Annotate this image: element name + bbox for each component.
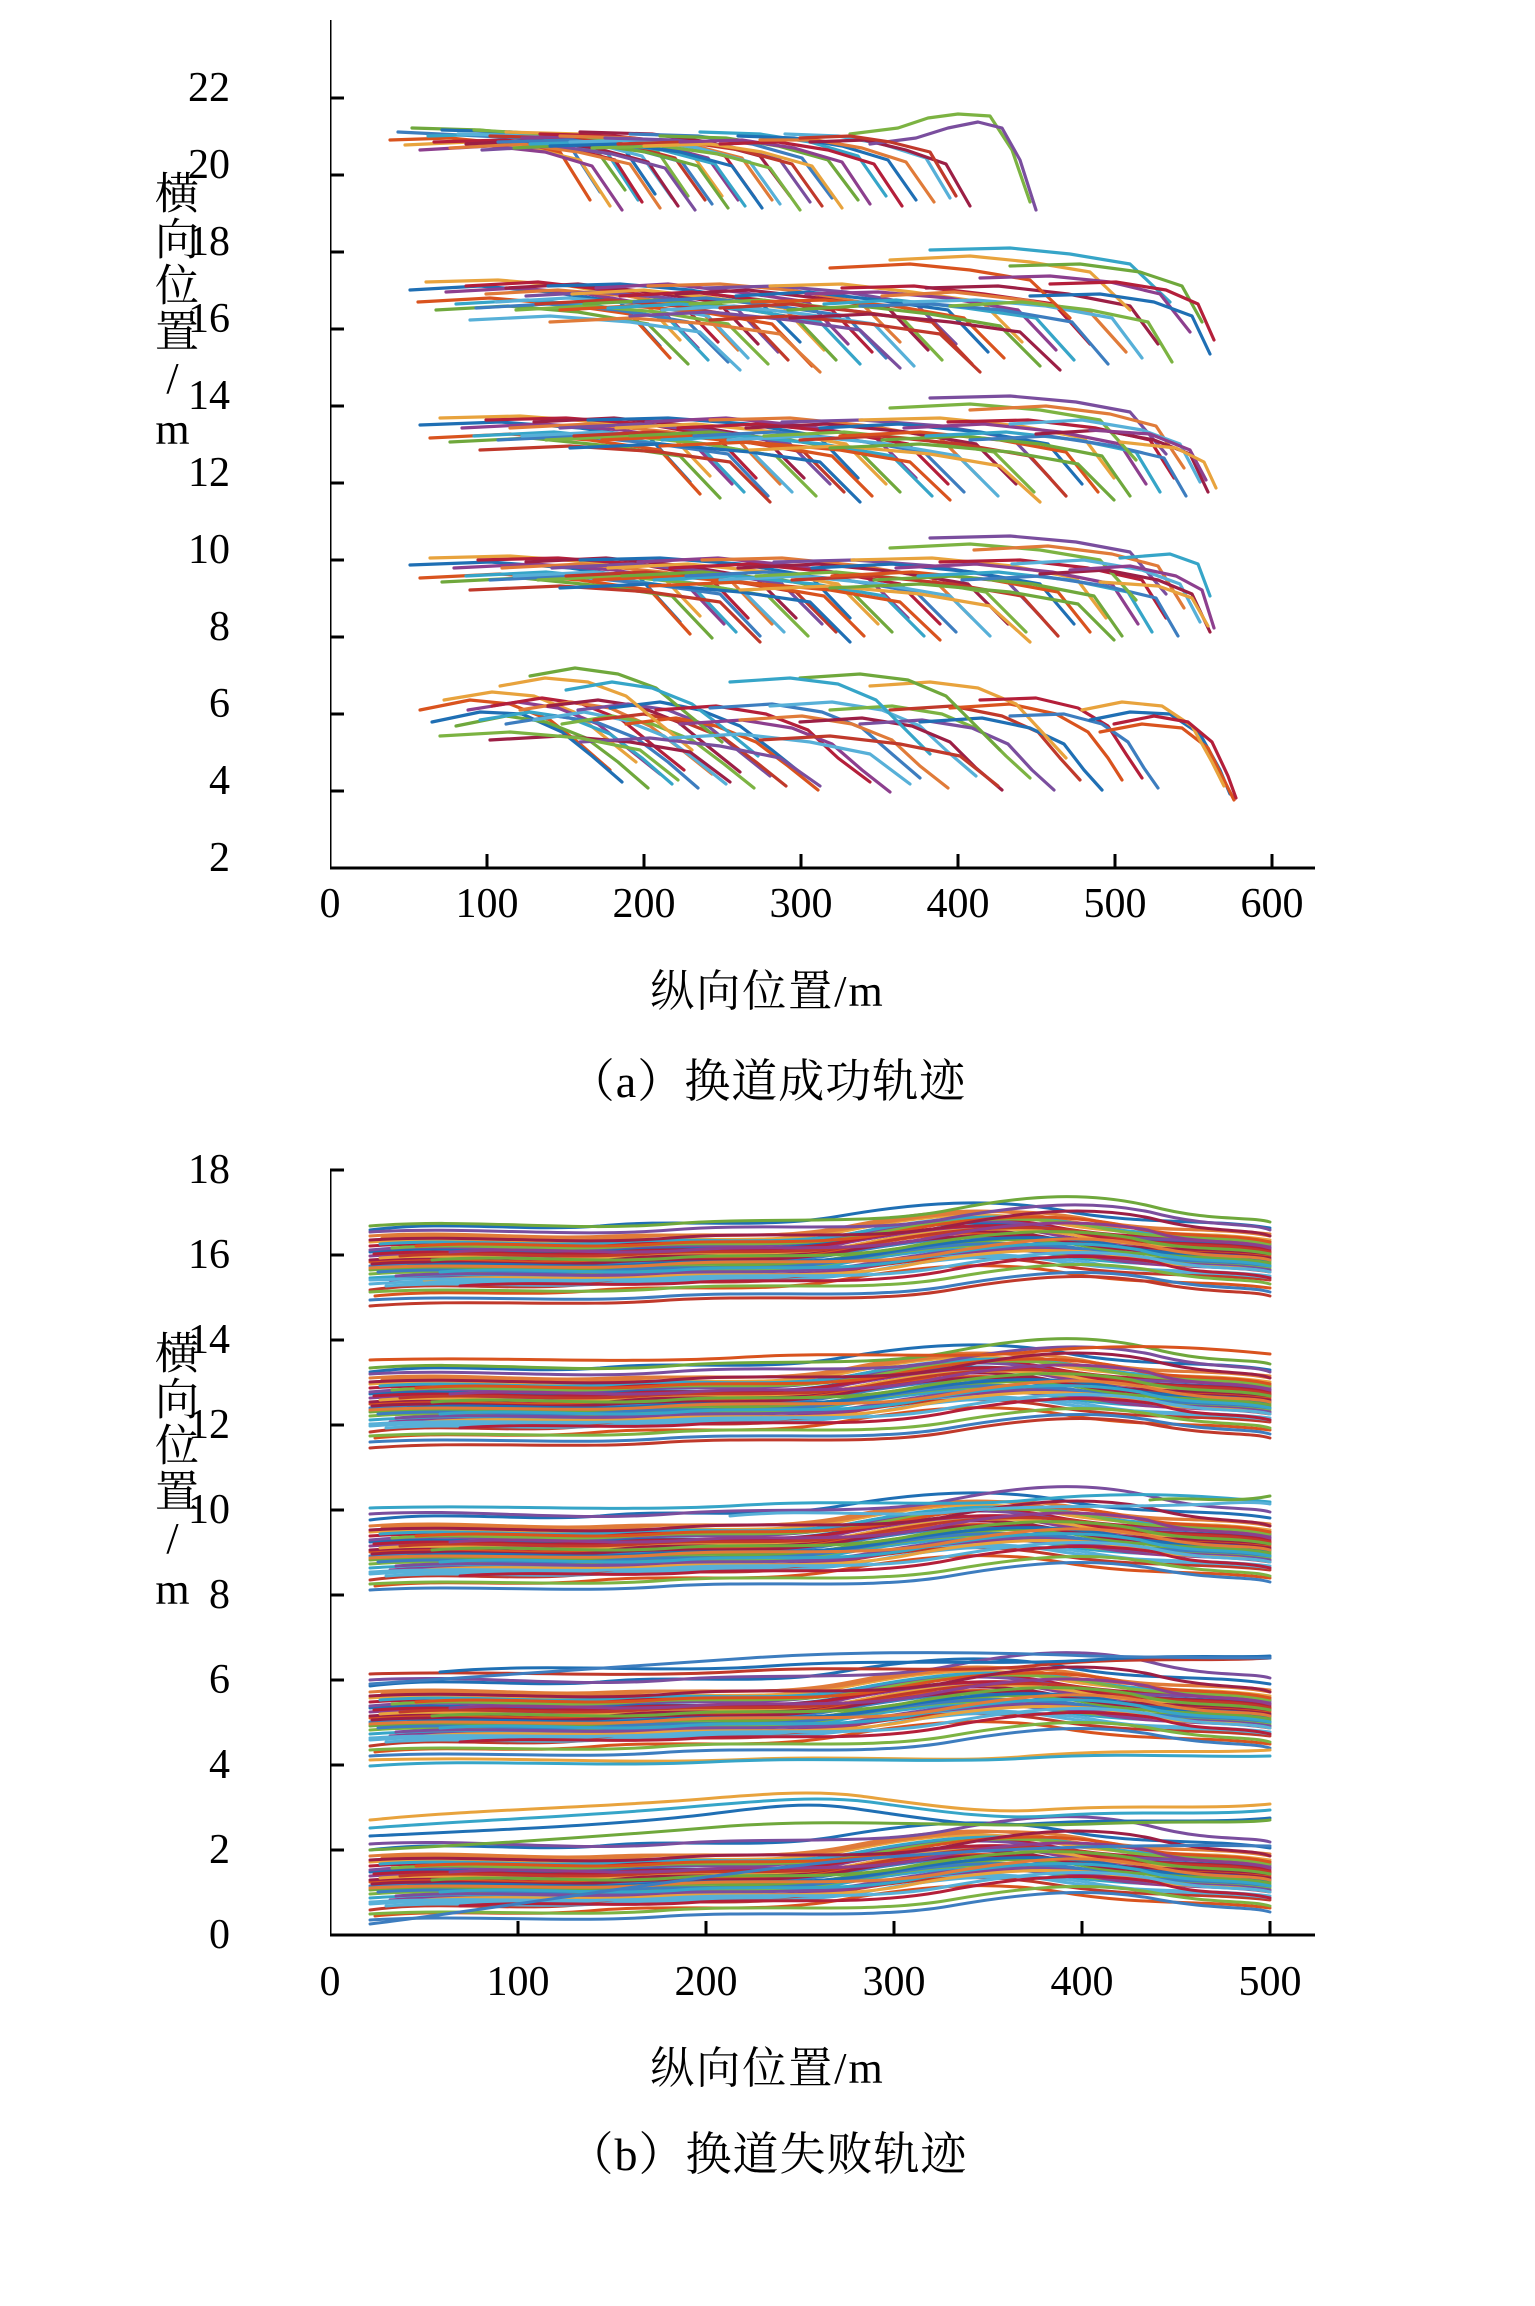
y-tick: 6 — [209, 1657, 230, 1703]
x-tick: 500 — [1083, 881, 1147, 927]
x-tick: 100 — [455, 881, 519, 927]
y-tick: 4 — [209, 758, 230, 804]
figure-a-x-ticks — [319, 880, 1340, 940]
y-tick: 2 — [209, 835, 230, 881]
y-tick: 10 — [188, 527, 230, 573]
y-tick: 16 — [188, 1232, 230, 1278]
figure-b-x-ticks — [319, 1958, 1340, 2018]
x-tick: 500 — [1238, 1959, 1302, 2005]
x-tick: 400 — [1050, 1959, 1114, 2005]
figure-b-trajectories — [370, 1197, 1270, 1924]
x-tick: 200 — [612, 881, 676, 927]
figure-a-svg — [330, 10, 1340, 890]
y-tick: 18 — [188, 1147, 230, 1193]
figure-b-y-ticks — [170, 1147, 230, 2030]
y-tick: 14 — [188, 1317, 230, 1363]
y-tick: 8 — [209, 1572, 230, 1618]
figure-a-trajectories — [390, 114, 1236, 800]
y-tick: 4 — [209, 1742, 230, 1788]
y-tick: 16 — [188, 296, 230, 342]
figure-a-y-axis-title: 横向位置/m — [148, 170, 197, 456]
x-tick: 100 — [486, 1959, 550, 2005]
figure-b-lane-change-failure — [0, 1147, 1535, 2306]
y-tick: 12 — [188, 1402, 230, 1448]
figure-a-x-axis-title: 纵向位置/m — [650, 967, 885, 1016]
y-tick: 20 — [188, 142, 230, 188]
y-tick: 18 — [188, 219, 230, 265]
y-tick: 8 — [209, 604, 230, 650]
y-tick: 12 — [188, 450, 230, 496]
x-tick: 300 — [862, 1959, 926, 2005]
figure-b-y-axis-title: 横向位置/m — [148, 1330, 197, 1616]
x-tick: 400 — [926, 881, 990, 927]
y-tick: 10 — [188, 1487, 230, 1533]
x-tick: 0 — [319, 881, 341, 927]
y-tick: 22 — [188, 65, 230, 111]
figure-b-caption: （b）换道失败轨迹 — [567, 2129, 968, 2180]
y-tick: 6 — [209, 681, 230, 727]
x-tick: 600 — [1240, 881, 1304, 927]
y-tick: 14 — [188, 373, 230, 419]
figure-a-y-ticks — [170, 0, 230, 881]
figure-a-plot-area — [330, 10, 1340, 890]
y-tick: 2 — [209, 1827, 230, 1873]
x-tick: 0 — [319, 1959, 341, 2005]
figure-a-caption: （a）换道成功轨迹 — [568, 1056, 967, 1107]
y-tick: 0 — [209, 1912, 230, 1958]
figure-b-x-axis-title: 纵向位置/m — [650, 2044, 885, 2093]
x-tick: 300 — [769, 881, 833, 927]
x-tick: 200 — [674, 1959, 738, 2005]
figure-b-plot-area — [330, 1160, 1340, 1960]
figure-b-svg — [330, 1160, 1340, 1960]
